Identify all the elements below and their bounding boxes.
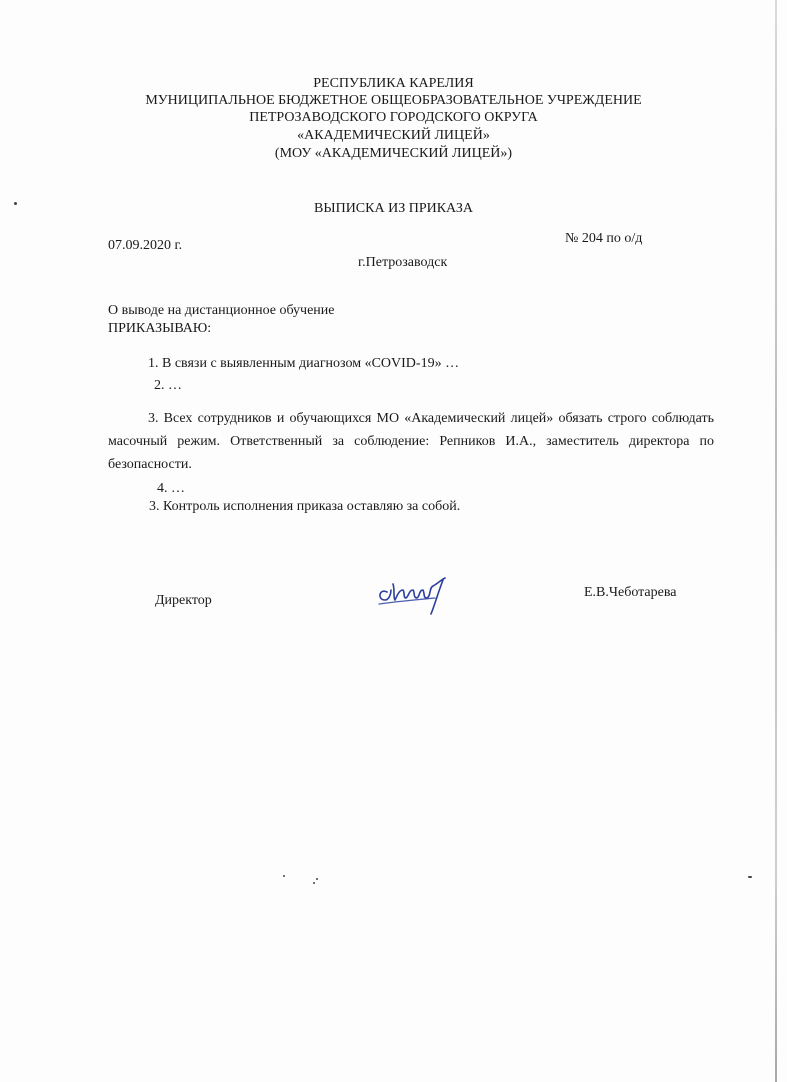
header-school-name: «АКАДЕМИЧЕСКИЙ ЛИЦЕЙ» [297, 128, 490, 143]
order-item-1: 1. В связи с выявленным диагнозом «COVID-19» … [148, 356, 460, 371]
handwritten-signature-icon [373, 570, 457, 618]
scan-speck [313, 882, 315, 884]
scan-speck [14, 202, 17, 205]
order-subject: О выводе на дистанционное обучение [108, 303, 335, 318]
signatory-position: Директор [155, 593, 212, 608]
order-city: г.Петрозаводск [358, 255, 448, 270]
header-republic: РЕСПУБЛИКА КАРЕЛИЯ [313, 76, 474, 91]
order-date: 07.09.2020 г. [108, 238, 183, 253]
order-item-control: 3. Контроль исполнения приказа оставляю за собой. [149, 499, 461, 514]
order-directive: ПРИКАЗЫВАЮ: [108, 321, 212, 336]
header-institution: МУНИЦИПАЛЬНОЕ БЮДЖЕТНОЕ ОБЩЕОБРАЗОВАТЕЛЬНОЕ УЧРЕЖДЕНИЕ [145, 93, 642, 108]
header-district: ПЕТРОЗАВОДСКОГО ГОРОДСКОГО ОКРУГА [249, 110, 538, 125]
page-edge-shadow [775, 0, 777, 1082]
header-school-short-name: (МОУ «АКАДЕМИЧЕСКИЙ ЛИЦЕЙ») [274, 146, 513, 161]
order-item-2: 2. … [154, 378, 182, 393]
scan-speck [316, 878, 318, 880]
scan-speck [283, 875, 285, 877]
scan-speck [748, 876, 752, 878]
document-title: ВЫПИСКА ИЗ ПРИКАЗА [314, 201, 473, 216]
order-number: № 204 по о/д [565, 231, 643, 246]
signatory-name: Е.В.Чеботарева [584, 585, 677, 600]
order-item-4: 4. … [157, 481, 185, 496]
order-item-3: 3. Всех сотрудников и обучающихся МО «Академический лицей» обязать строго соблюдать масочный режим. Ответственный за соблюдение: Репников И.А., заместитель директора по безопасности. [108, 411, 714, 472]
